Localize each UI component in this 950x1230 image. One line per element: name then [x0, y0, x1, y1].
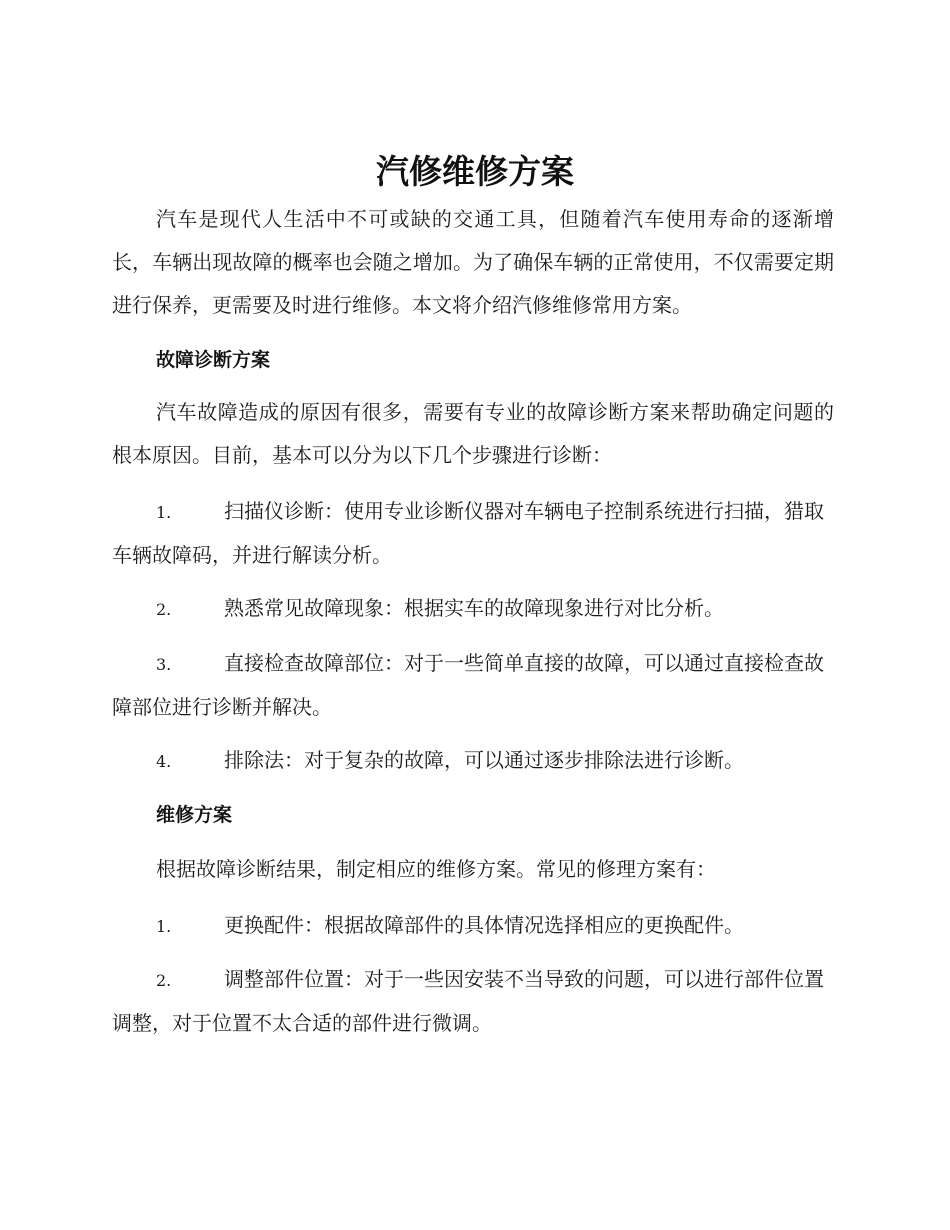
- list-item-text: 排除法：对于复杂的故障，可以通过逐步排除法进行诊断。: [224, 748, 744, 772]
- list-item-number: 3.: [156, 655, 172, 674]
- intro-paragraph: 汽车是现代人生活中不可或缺的交通工具，但随着汽车使用寿命的逐渐增长，车辆出现故障的概率也会随之增加。为了确保车辆的正常使用，不仅需要定期进行保养，更需要及时进行维修。本文将介绍汽修维修常用方案。: [112, 207, 834, 317]
- list-item: [112, 958, 834, 1045]
- list-item-number: 2.: [156, 971, 172, 990]
- list-item: [112, 904, 834, 948]
- list-item-text: 直接检查故障部位：对于一些简单直接的故障，可以通过直接检查故障部位进行诊断并解决。: [112, 651, 824, 719]
- list-item-text: 熟悉常见故障现象：根据实车的故障现象进行对比分析。: [224, 596, 724, 620]
- repair-paragraph: 根据故障诊断结果，制定相应的维修方案。常见的修理方案有：: [156, 857, 716, 881]
- list-item-number: 1.: [156, 917, 172, 936]
- list-item: [112, 642, 834, 729]
- list-item-number: 4.: [156, 752, 172, 771]
- list-item-text: 更换配件：根据故障部件的具体情况选择相应的更换配件。: [224, 913, 744, 937]
- section-heading-diagnosis: 故障诊断方案: [156, 349, 271, 371]
- section-heading-repair: 维修方案: [156, 804, 233, 826]
- list-item: [112, 739, 834, 783]
- list-item: [112, 490, 834, 577]
- list-item: [112, 587, 834, 631]
- document-title: 汽修维修方案: [376, 152, 574, 191]
- list-item-text: 调整部件位置：对于一些因安装不当导致的问题，可以进行部件位置调整，对于位置不太合适的部件进行微调。: [112, 967, 824, 1035]
- list-item-number: 1.: [156, 503, 172, 522]
- list-item-number: 2.: [156, 600, 172, 619]
- list-item-text: 扫描仪诊断：使用专业诊断仪器对车辆电子控制系统进行扫描，猎取车辆故障码，并进行解读分析。: [112, 499, 824, 567]
- diagnosis-paragraph: 汽车故障造成的原因有很多，需要有专业的故障诊断方案来帮助确定问题的根本原因。目前，基本可以分为以下几个步骤进行诊断：: [112, 400, 834, 467]
